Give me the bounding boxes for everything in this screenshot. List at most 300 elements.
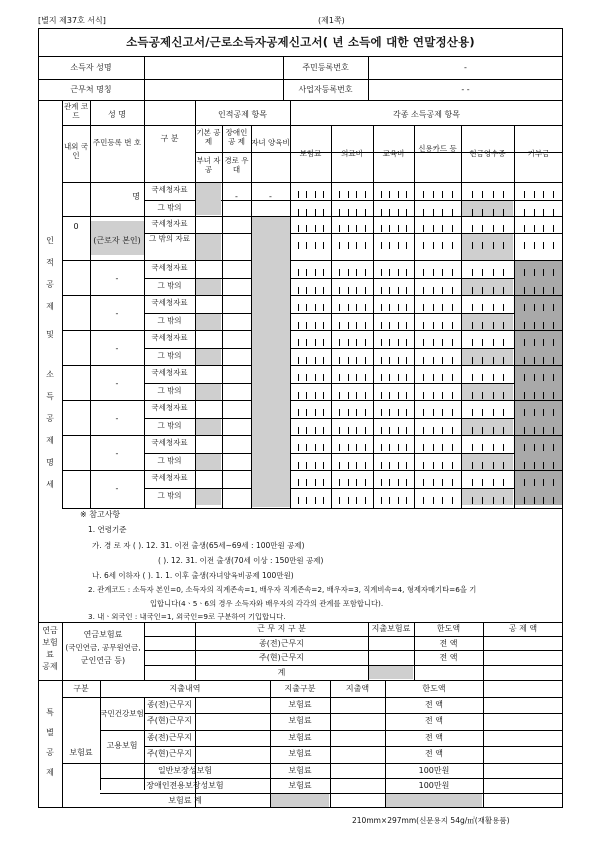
tick-mark [365, 304, 366, 311]
shaded-cell [271, 794, 329, 807]
form-title: 소득공제신고서/근로소득자공제신고서( 년 소득에 대한 연말정산용) [38, 28, 563, 57]
shaded-cell [515, 366, 562, 400]
section-label-char: 적 [46, 258, 54, 267]
tick-mark [503, 497, 504, 504]
rrn-dash: - [115, 309, 119, 318]
pension-item-title: 연금보험료 [83, 630, 123, 639]
various-col-0: 보험료 [299, 149, 322, 158]
tick-mark [315, 287, 316, 294]
various-col-4: 현금영수증 [469, 149, 506, 158]
tick-mark [442, 209, 443, 216]
name-header: 성 명 [108, 110, 126, 119]
tick-mark [472, 444, 473, 451]
tick-mark [482, 191, 483, 198]
other-label: 그 밖의 [157, 350, 182, 360]
tick-mark [452, 392, 453, 399]
tick-mark [298, 269, 299, 276]
tick-mark [356, 374, 357, 381]
tick-mark [315, 374, 316, 381]
tick-mark [323, 427, 324, 434]
tick-mark [381, 242, 382, 249]
tick-mark [406, 444, 407, 451]
tick-mark [482, 392, 483, 399]
tick-mark [406, 225, 407, 232]
tick-mark [472, 339, 473, 346]
section-label-char: 인 [46, 236, 54, 245]
tick-mark [356, 479, 357, 486]
tick-mark [433, 392, 434, 399]
tick-mark [406, 392, 407, 399]
tick-mark [348, 209, 349, 216]
tick-mark [389, 427, 390, 434]
tick-mark [381, 225, 382, 232]
tick-mark [493, 322, 494, 329]
tick-mark [524, 427, 525, 434]
tick-mark [381, 269, 382, 276]
tick-mark [543, 339, 544, 346]
tick-mark [433, 409, 434, 416]
various-header: 각종 소득공제 항목 [393, 110, 460, 119]
tick-mark [339, 462, 340, 469]
tick-mark [365, 392, 366, 399]
tick-mark [433, 322, 434, 329]
shaded-cell [252, 217, 290, 507]
tick-mark [306, 225, 307, 232]
tick-mark [306, 339, 307, 346]
tick-mark [348, 479, 349, 486]
tick-mark [298, 322, 299, 329]
tick-mark [452, 191, 453, 198]
tick-mark [482, 304, 483, 311]
tick-mark [406, 287, 407, 294]
tick-mark [398, 287, 399, 294]
tick-mark [323, 242, 324, 249]
tick-mark [472, 462, 473, 469]
tick-mark [423, 462, 424, 469]
tick-mark [389, 287, 390, 294]
tick-mark [543, 427, 544, 434]
nts-data-label: 국세청자료 [151, 219, 188, 228]
tick-mark [524, 191, 525, 198]
pension-workplace-header: 근 무 지 구 분 [257, 624, 306, 633]
tick-mark [493, 287, 494, 294]
tick-mark [315, 242, 316, 249]
special-type-5: 보험료 [288, 781, 312, 790]
tick-mark [398, 497, 399, 504]
tick-mark [315, 357, 316, 364]
shaded-cell [462, 419, 513, 436]
tick-mark [553, 242, 554, 249]
tick-mark [339, 242, 340, 249]
note-1b: ( ). 12. 31. 이전 출생(70세 이상 : 150만원 공제) [158, 556, 324, 565]
employ-prev: 종(전)근무지 [147, 733, 192, 742]
tick-mark [423, 409, 424, 416]
tick-mark [503, 339, 504, 346]
notes-title: ※ 참고사항 [80, 510, 121, 519]
tick-mark [389, 304, 390, 311]
shaded-cell [515, 261, 562, 295]
tick-mark [524, 209, 525, 216]
form-number: [별지 제37호 서식] [38, 16, 106, 25]
child-care-header: 자녀 양육비 [251, 138, 290, 147]
tick-mark [553, 479, 554, 486]
tick-mark [534, 322, 535, 329]
tick-mark [452, 225, 453, 232]
shaded-cell [196, 314, 221, 331]
tick-mark [442, 462, 443, 469]
tick-mark [323, 392, 324, 399]
tick-mark [348, 339, 349, 346]
tick-mark [433, 462, 434, 469]
rule-line [62, 470, 563, 471]
tick-mark [306, 392, 307, 399]
tick-mark [389, 497, 390, 504]
rule-line [144, 697, 145, 790]
tick-mark [524, 409, 525, 416]
tick-mark [423, 304, 424, 311]
tick-mark [543, 374, 544, 381]
tick-mark [356, 357, 357, 364]
tick-mark [389, 444, 390, 451]
tick-mark [339, 269, 340, 276]
tick-mark [423, 269, 424, 276]
tick-mark [493, 225, 494, 232]
tick-mark [406, 462, 407, 469]
tick-mark [534, 209, 535, 216]
tick-mark [339, 304, 340, 311]
tick-mark [423, 392, 424, 399]
tick-mark [406, 339, 407, 346]
tick-mark [365, 427, 366, 434]
tick-mark [553, 269, 554, 276]
tick-mark [339, 374, 340, 381]
tick-mark [442, 444, 443, 451]
tick-mark [315, 304, 316, 311]
tick-mark [365, 191, 366, 198]
tick-mark [442, 374, 443, 381]
tick-mark [553, 191, 554, 198]
tick-mark [503, 462, 504, 469]
tick-mark [315, 409, 316, 416]
tick-mark [482, 462, 483, 469]
shaded-cell [515, 471, 562, 505]
tick-mark [381, 462, 382, 469]
tick-mark [348, 427, 349, 434]
tick-mark [472, 287, 473, 294]
tick-mark [433, 191, 434, 198]
tick-mark [315, 322, 316, 329]
rule-line [100, 778, 563, 779]
self-code: 0 [73, 222, 79, 231]
rule-line [62, 365, 563, 366]
tick-mark [534, 497, 535, 504]
pension-full-2: 전 액 [439, 653, 458, 662]
tick-mark [543, 392, 544, 399]
tick-mark [339, 427, 340, 434]
tick-mark [398, 479, 399, 486]
tick-mark [452, 374, 453, 381]
tick-mark [339, 357, 340, 364]
tick-mark [306, 191, 307, 198]
note-1: 1. 연령기준 [88, 525, 127, 534]
various-col-5: 기부금 [527, 149, 550, 158]
name-label: 소득자 성명 [70, 63, 112, 72]
tick-mark [482, 479, 483, 486]
biz-label: 사업자등록번호 [298, 85, 353, 94]
tick-mark [493, 497, 494, 504]
rule-line [62, 295, 563, 296]
tick-mark [433, 339, 434, 346]
special-employ-label: 고용보험 [106, 741, 138, 750]
shaded-cell [196, 384, 221, 401]
tick-mark [389, 209, 390, 216]
special-label-1: 별 [46, 728, 54, 737]
shaded-cell [386, 794, 482, 807]
tick-mark [452, 479, 453, 486]
rule-line [62, 330, 563, 331]
rule-line [62, 435, 563, 436]
tick-mark [524, 339, 525, 346]
tick-mark [452, 444, 453, 451]
special-type-0: 보험료 [288, 700, 312, 709]
tick-mark [398, 374, 399, 381]
disabled-insurance: 장애인전용보장성보험 [146, 781, 224, 790]
tick-mark [452, 357, 453, 364]
pension-row-curr: 주(현)근무지 [259, 653, 304, 662]
tick-mark [543, 322, 544, 329]
tick-mark [298, 225, 299, 232]
tick-mark [503, 242, 504, 249]
tick-mark [433, 479, 434, 486]
nts-data-label: 국세청자료 [151, 298, 188, 307]
tick-mark [365, 209, 366, 216]
tick-mark [389, 462, 390, 469]
tick-mark [315, 444, 316, 451]
various-col-3: 신용카드 등 [418, 144, 457, 153]
rule-line [62, 182, 563, 183]
tick-mark [433, 444, 434, 451]
tick-mark [553, 444, 554, 451]
tick-mark [482, 322, 483, 329]
tick-mark [298, 392, 299, 399]
tick-mark [306, 304, 307, 311]
tick-mark [423, 357, 424, 364]
tick-mark [442, 269, 443, 276]
tick-mark [553, 339, 554, 346]
tick-mark [381, 427, 382, 434]
rrn-value: - [464, 63, 467, 72]
tick-mark [442, 497, 443, 504]
tick-mark [339, 191, 340, 198]
tick-mark [482, 269, 483, 276]
special-type-4: 보험료 [288, 766, 312, 775]
tick-mark [553, 427, 554, 434]
tick-mark [323, 409, 324, 416]
tick-mark [534, 409, 535, 416]
special-full-2: 전 액 [425, 733, 443, 742]
tick-mark [306, 357, 307, 364]
footer-paper-spec: 210mm×297mm(신문용지 54g/㎡(재활용품) [352, 816, 510, 825]
tick-mark [503, 287, 504, 294]
section-label-char: 제 [46, 302, 54, 311]
tick-mark [534, 427, 535, 434]
special-label-3: 제 [46, 768, 54, 777]
tick-mark [482, 427, 483, 434]
tick-mark [493, 209, 494, 216]
tick-mark [482, 209, 483, 216]
tick-mark [356, 191, 357, 198]
tick-mark [553, 322, 554, 329]
rule-line [144, 746, 563, 747]
tick-mark [503, 374, 504, 381]
tick-mark [365, 269, 366, 276]
tick-mark [524, 479, 525, 486]
rule-line [62, 508, 563, 509]
section-label-char: 공 [46, 414, 54, 423]
tick-mark [423, 497, 424, 504]
tick-mark [381, 374, 382, 381]
tick-mark [389, 409, 390, 416]
tick-mark [398, 392, 399, 399]
tick-mark [315, 339, 316, 346]
tick-mark [472, 497, 473, 504]
tick-mark [452, 269, 453, 276]
tick-mark [543, 225, 544, 232]
rule-line [62, 763, 563, 764]
tick-mark [493, 269, 494, 276]
shaded-cell [515, 296, 562, 330]
tick-mark [442, 339, 443, 346]
rule-line [144, 650, 563, 651]
dash-child: - [269, 192, 272, 201]
tick-mark [442, 304, 443, 311]
tick-mark [442, 479, 443, 486]
tick-mark [381, 497, 382, 504]
rule-line [62, 697, 563, 698]
tick-mark [381, 191, 382, 198]
section-label-char: 소 [46, 370, 54, 379]
tick-mark [493, 444, 494, 451]
tick-mark [452, 242, 453, 249]
tick-mark [306, 287, 307, 294]
tick-mark [356, 409, 357, 416]
tick-mark [482, 444, 483, 451]
tick-mark [524, 462, 525, 469]
shaded-cell [462, 314, 513, 331]
tick-mark [298, 374, 299, 381]
tick-mark [348, 357, 349, 364]
tick-mark [348, 242, 349, 249]
shaded-cell [462, 489, 513, 506]
tick-mark [348, 444, 349, 451]
tick-mark [306, 242, 307, 249]
tick-mark [472, 191, 473, 198]
tick-mark [543, 462, 544, 469]
note-3: 3. 내ㆍ외국인 : 내국인=1, 외국인=9로 구분하여 기입합니다. [88, 613, 286, 621]
tick-mark [348, 225, 349, 232]
shaded-cell [462, 454, 513, 471]
tick-mark [315, 209, 316, 216]
tick-mark [365, 497, 366, 504]
tick-mark [406, 357, 407, 364]
tick-mark [543, 242, 544, 249]
rule-line [62, 400, 563, 401]
tick-mark [493, 462, 494, 469]
tick-mark [452, 304, 453, 311]
tick-mark [503, 209, 504, 216]
tick-mark [442, 427, 443, 434]
tick-mark [381, 392, 382, 399]
tick-mark [306, 374, 307, 381]
special-full-1: 전 액 [425, 716, 443, 725]
tick-mark [356, 209, 357, 216]
tick-mark [442, 191, 443, 198]
tick-mark [365, 225, 366, 232]
tick-mark [389, 242, 390, 249]
tick-mark [442, 322, 443, 329]
tick-mark [524, 497, 525, 504]
tick-mark [398, 191, 399, 198]
tick-mark [298, 409, 299, 416]
tick-mark [356, 304, 357, 311]
tick-mark [315, 392, 316, 399]
tick-mark [365, 479, 366, 486]
section-label-char: 세 [46, 480, 54, 489]
tick-mark [524, 392, 525, 399]
note-1c: 나. 6세 이하자 ( ). 1. 1. 이후 출생(자녀양육비공제 100만원) [92, 571, 294, 580]
tick-mark [356, 242, 357, 249]
tick-mark [381, 357, 382, 364]
tick-mark [398, 409, 399, 416]
tick-mark [433, 287, 434, 294]
note-1a: 가. 경 로 자 ( ). 12. 31. 이전 출생(65세~69세 : 100만원 공제) [92, 541, 305, 550]
rule-line [144, 713, 563, 714]
nts-data-label: 국세청자료 [151, 333, 188, 342]
pension-row-prev: 종(전)근무지 [259, 639, 304, 648]
tick-mark [493, 409, 494, 416]
tick-mark [543, 444, 544, 451]
rrn-dash: - [115, 449, 119, 458]
tick-mark [543, 304, 544, 311]
tick-mark [433, 357, 434, 364]
tick-mark [442, 242, 443, 249]
tick-mark [339, 322, 340, 329]
tick-mark [323, 322, 324, 329]
tick-mark [503, 322, 504, 329]
section-label-char: 제 [46, 436, 54, 445]
tick-mark [381, 287, 382, 294]
tick-mark [398, 242, 399, 249]
tick-mark [298, 287, 299, 294]
tick-mark [339, 339, 340, 346]
pension-row-total: 계 [277, 668, 286, 677]
pension-label-2: 료 [46, 650, 54, 659]
tick-mark [553, 497, 554, 504]
tick-mark [503, 304, 504, 311]
tick-mark [356, 269, 357, 276]
tick-mark [534, 392, 535, 399]
nts-data-label: 국세청자료 [151, 403, 188, 412]
tick-mark [389, 191, 390, 198]
tick-mark [543, 409, 544, 416]
tick-mark [389, 269, 390, 276]
tick-mark [323, 462, 324, 469]
tick-mark [423, 427, 424, 434]
tick-mark [534, 479, 535, 486]
nts-data-label: 국세청자료 [151, 185, 188, 194]
pension-full-1: 전 액 [439, 639, 458, 648]
tick-mark [472, 479, 473, 486]
